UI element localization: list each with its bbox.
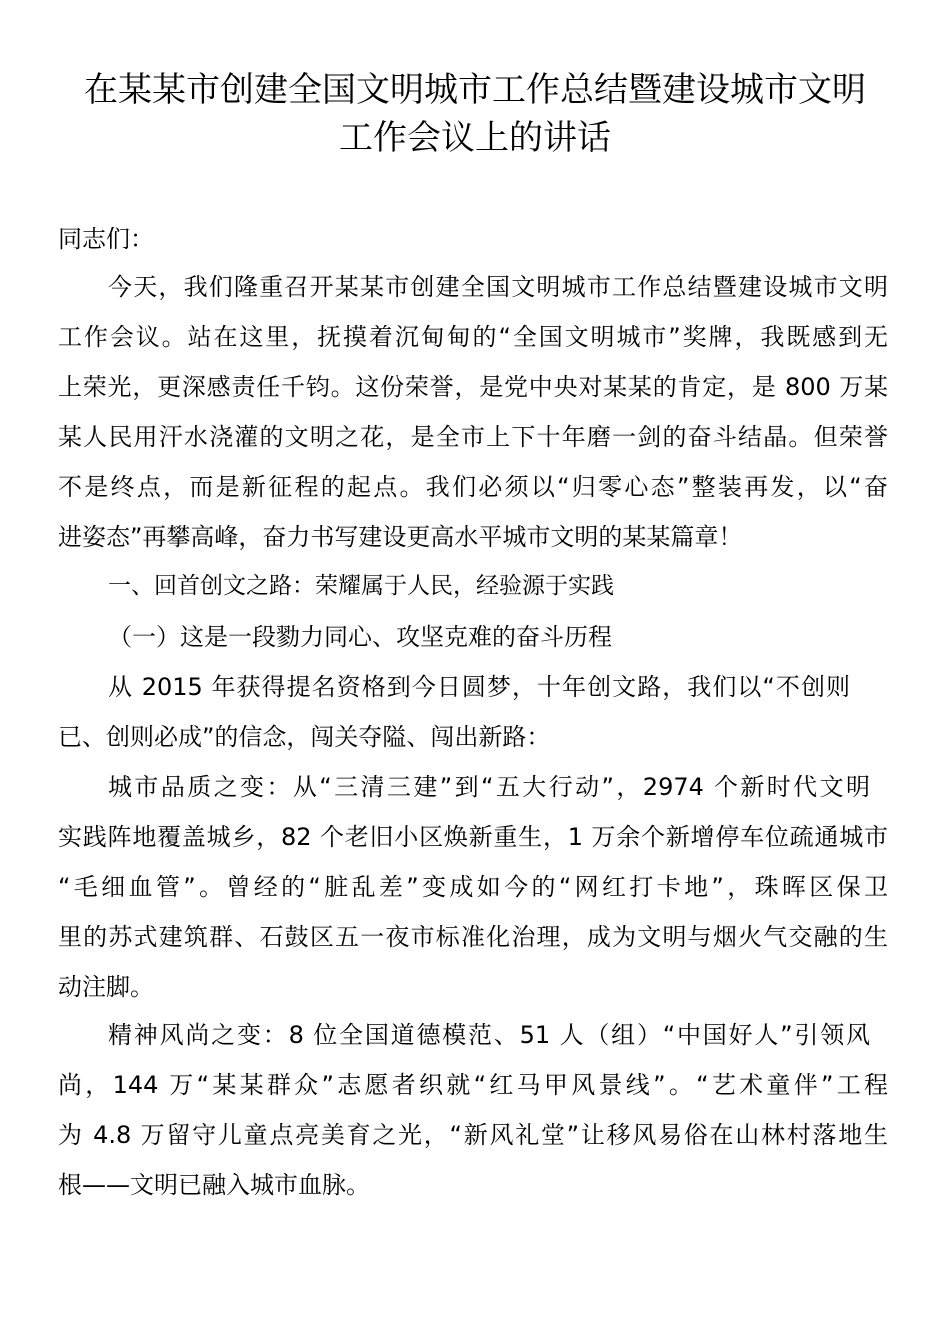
paragraph-3-line-1: 城市品质之变：从“三清三建”到“五大行动”，2974 个新时代文明 — [108, 773, 870, 801]
paragraph-3-line-4: 里的苏式建筑群、石鼓区五一夜市标准化治理，成为文明与烟火气交融的生 — [58, 923, 888, 951]
paragraph-2-line-2: 已、创则必成”的信念，闯关夺隘、闯出新路： — [58, 723, 551, 751]
paragraph-1-line-4: 某人民用汗水浇灌的文明之花，是全市上下十年磨一剑的奋斗结晶。但荣誉 — [58, 423, 888, 451]
paragraph-1-line-1: 今天，我们隆重召开某某市创建全国文明城市工作总结暨建设城市文明 — [108, 273, 888, 301]
paragraph-4-line-2: 尚，144 万“某某群众”志愿者织就“红马甲风景线”。“艺术童伴”工程 — [58, 1071, 888, 1099]
section-heading-1: 一、回首创文之路：荣耀属于人民，经验源于实践 — [108, 573, 614, 599]
paragraph-3-line-5: 动注脚。 — [58, 973, 154, 1001]
document-title-line-1: 在某某市创建全国文明城市工作总结暨建设城市文明 — [84, 70, 866, 110]
section-heading-2: （一）这是一段勠力同心、攻坚克难的奋斗历程 — [108, 623, 612, 651]
paragraph-1-line-3: 上荣光，更深感责任千钧。这份荣誉，是党中央对某某的肯定，是 800 万某 — [58, 373, 888, 401]
salutation: 同志们： — [58, 225, 154, 253]
paragraph-1-line-5: 不是终点，而是新征程的起点。我们必须以“归零心态”整装再发，以“奋 — [58, 473, 888, 501]
paragraph-3-line-3: “毛细血管”。曾经的“脏乱差”变成如今的“网红打卡地”，珠晖区保卫 — [58, 873, 888, 901]
paragraph-3-line-2: 实践阵地覆盖城乡，82 个老旧小区焕新重生，1 万余个新增停车位疏通城市 — [58, 823, 888, 851]
paragraph-1-line-2: 工作会议。站在这里，抚摸着沉甸甸的“全国文明城市”奖牌，我既感到无 — [58, 323, 888, 351]
document-title-line-2: 工作会议上的讲话 — [339, 118, 611, 158]
paragraph-2-line-1: 从 2015 年获得提名资格到今日圆梦，十年创文路，我们以“不创则 — [108, 673, 850, 701]
paragraph-4-line-4: 根——文明已融入城市血脉。 — [58, 1171, 370, 1199]
paragraph-1-line-6: 进姿态”再攀高峰，奋力书写建设更高水平城市文明的某某篇章！ — [58, 523, 743, 551]
paragraph-4-line-3: 为 4.8 万留守儿童点亮美育之光，“新风礼堂”让移风易俗在山林村落地生 — [58, 1121, 888, 1149]
paragraph-4-line-1: 精神风尚之变：8 位全国道德模范、51 人（组）“中国好人”引领风 — [108, 1021, 870, 1049]
